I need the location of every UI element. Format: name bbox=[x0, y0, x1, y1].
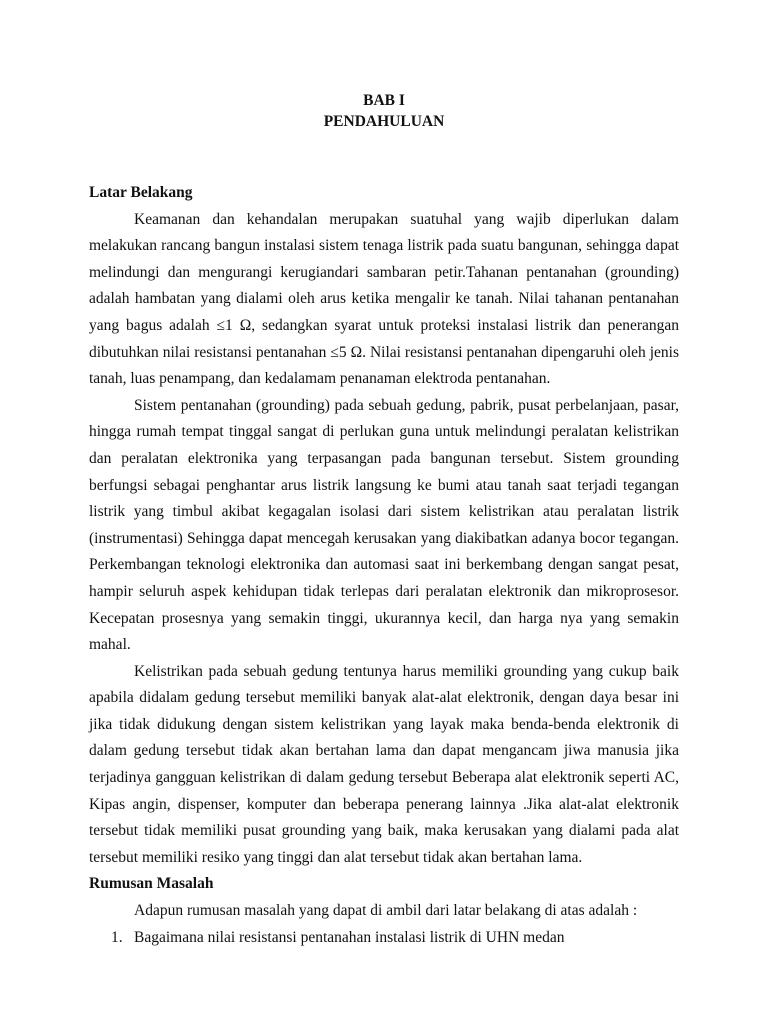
document-body bbox=[89, 180, 679, 951]
problem-list bbox=[89, 925, 679, 952]
problem-intro: Adapun rumusan masalah yang dapat di ambil dari latar belakang di atas adalah : bbox=[134, 902, 638, 920]
list-item bbox=[89, 925, 679, 952]
chapter-number: BAB I bbox=[363, 92, 405, 109]
section-heading-problem: Rumusan Masalah bbox=[89, 875, 214, 893]
paragraph: Kelistrikan pada sebuah gedung tentunya harus memiliki grounding yang cukup baik apabila didalam gedung tersebut memiliki banyak alat-alat elektronik, dengan daya besar ini jika tidak didukung dengan sistem kelistrikan yang layak maka benda-benda elektronik di dalam gedung tersebut tidak akan bertahan lama dan dapat mengancam jiwa manusia jika terjadinya gangguan kelistrikan di dalam gedung tersebut Beberapa alat elektronik seperti AC, Kipas angin, dispenser, komputer dan beberapa penerang lainnya .Jika alat-alat elektronik tersebut tidak memiliki pusat grounding yang baik, maka kerusakan yang dialami pada alat tersebut memiliki resiko yang tinggi dan alat tersebut tidak akan bertahan lama. bbox=[89, 662, 679, 866]
paragraph: Sistem pentanahan (grounding) pada sebuah gedung, pabrik, pusat perbelanjaan, pasar, hingga rumah tempat tinggal sangat di perlukan guna untuk melindungi peralatan kelistrikan dan peralatan elektronika yang terpasangan pada bangunan tersebut. Sistem grounding berfungsi sebagai penghantar arus listrik langsung ke bumi atau tanah saat terjadi tegangan listrik yang timbul akibat kegagalan isolasi dari sistem kelistrikan atau peralatan listrik (instrumentasi) Sehingga dapat mencegah kerusakan yang diakibatkan adanya bocor tegangan. Perkembangan teknologi elektronika dan automasi saat ini berkembang dengan sangat pesat, hampir seluruh aspek kehidupan tidak terlepas dari peralatan elektronik dan mikroprosesor. Kecepatan prosesnya yang semakin tinggi, ukurannya kecil, dan harga nya yang semakin mahal. bbox=[89, 396, 679, 654]
paragraph: Keamanan dan kehandalan merupakan suatuhal yang wajib diperlukan dalam melakukan rancang bangun instalasi sistem tenaga listrik pada suatu bangunan, sehingga dapat melindungi dan mengurangi kerugiandari sambaran petir.Tahanan pentanahan (grounding) adalah hambatan yang dialami oleh arus ketika mengalir ke tanah. Nilai tahanan pentanahan yang bagus adalah ≤1 Ω, sedangkan syarat untuk proteksi instalasi listrik dan penerangan dibutuhkan nilai resistansi pentanahan ≤5 Ω. Nilai resistansi pentanahan dipengaruhi oleh jenis tanah, luas penampang, dan kedalamam penanaman elektroda pentanahan. bbox=[89, 210, 679, 388]
section-heading-background: Latar Belakang bbox=[89, 184, 193, 201]
list-item-text: Bagaimana nilai resistansi pentanahan instalasi listrik di UHN medan bbox=[134, 928, 565, 946]
chapter-title: PENDAHULUAN bbox=[323, 113, 445, 130]
list-item-number: 1. bbox=[111, 928, 123, 946]
chapter-header bbox=[0, 90, 768, 132]
